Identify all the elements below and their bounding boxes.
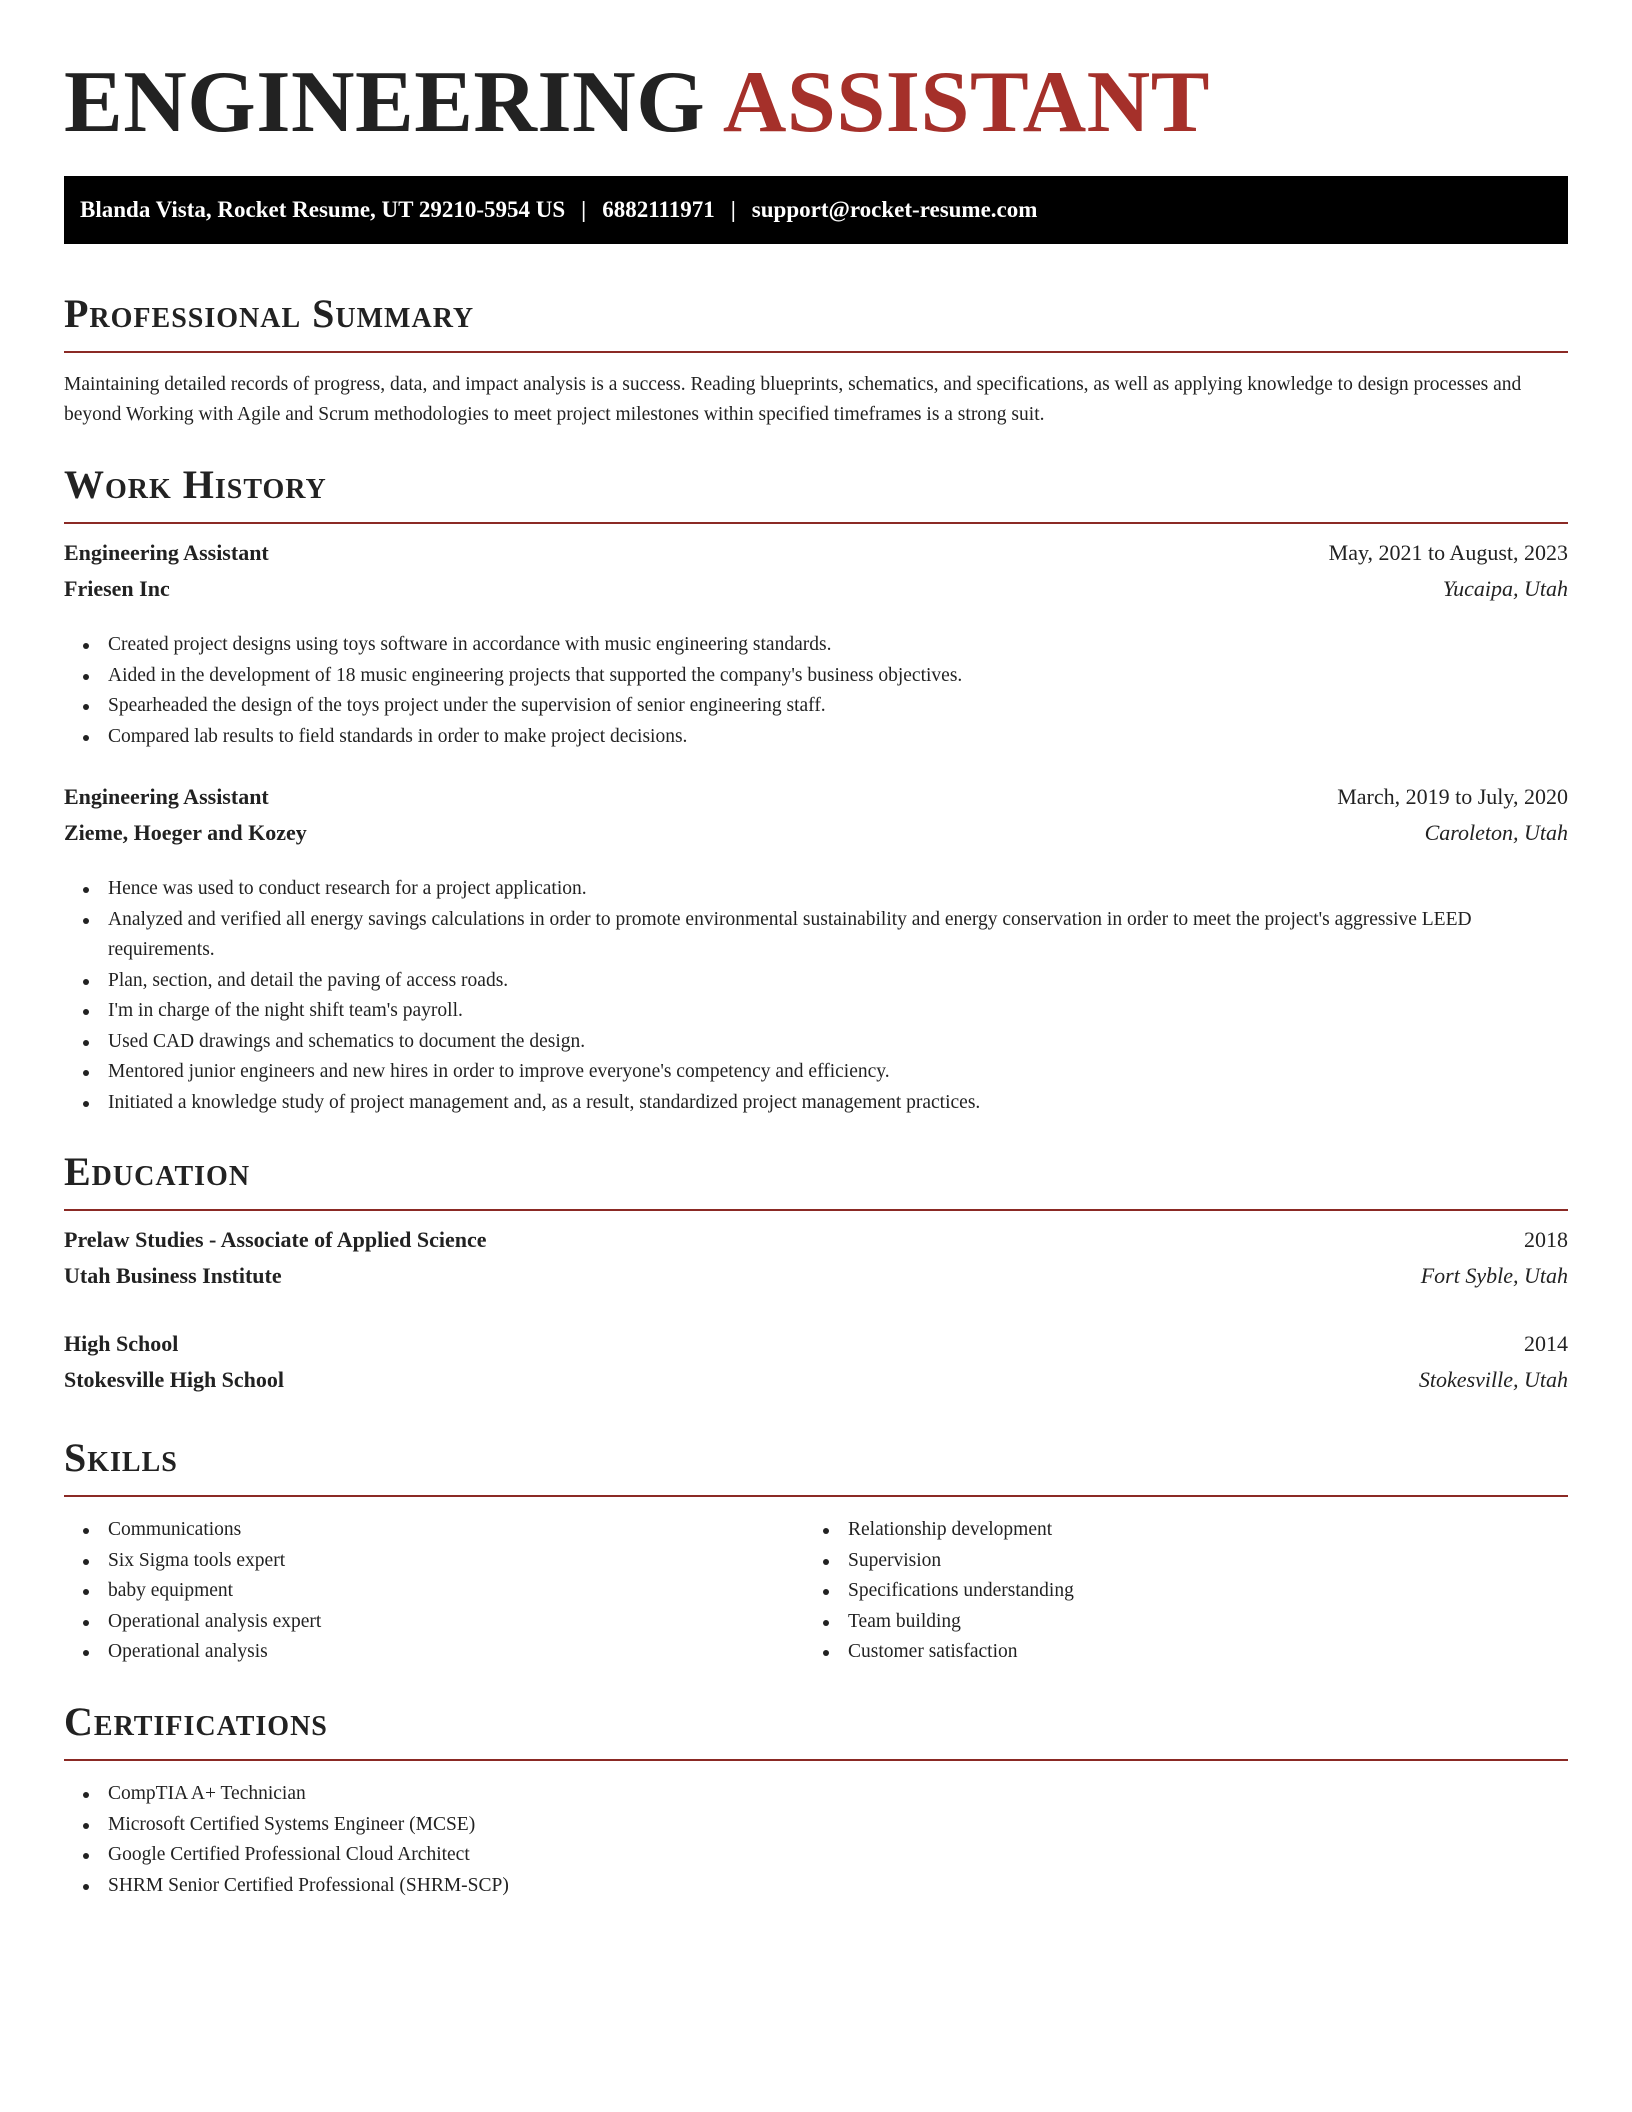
summary-text: Maintaining detailed records of progress, data, and impact analysis is a success. Reading blueprints, schematics, and specifications, as well as applying knowledge to design processes and beyond Working with Agile and Scrum methodologies to meet project milestones within specified timeframes is a strong suit. [64,374,1522,425]
education-entry [64,1331,1568,1403]
education-entry [64,1227,1568,1299]
section-title-work-history: Work History [64,462,327,507]
section-divider [64,351,1568,353]
education-school-row [64,1263,1568,1299]
list-item: Aided in the development of 18 music engineering projects that supported the company's business objectives. [64,661,1568,692]
job-header-row [64,540,1568,576]
education-location: Fort Syble, Utah [1420,1263,1568,1288]
job-company-row [64,576,1568,612]
list-item: Compared lab results to field standards in order to make project decisions. [64,722,1568,753]
job-company: Zieme, Hoeger and Kozey [64,820,307,845]
contact-bar [64,176,1568,244]
education-location: Stokesville, Utah [1418,1367,1568,1392]
list-item: Mentored junior engineers and new hires in order to improve everyone's competency and efficiency. [64,1057,1568,1088]
job-bullets [64,874,1568,1118]
list-item: Initiated a knowledge study of project management and, as a result, standardized project management practices. [64,1088,1568,1119]
list-item: Relationship development [804,1515,1568,1546]
education-degree: High School [64,1331,179,1356]
education-header-row [64,1331,1568,1367]
job-entry [64,784,1568,856]
job-dates: May, 2021 to August, 2023 [1328,540,1568,565]
list-item: Six Sigma tools expert [64,1546,804,1577]
education-degree: Prelaw Studies - Associate of Applied Science [64,1227,487,1252]
list-item: Google Certified Professional Cloud Architect [64,1840,1568,1871]
list-item: CompTIA A+ Technician [64,1779,1568,1810]
contact-separator: | [581,197,587,222]
section-title-summary: Professional Summary [64,291,475,336]
contact-separator: | [730,197,736,222]
list-item: Supervision [804,1546,1568,1577]
contact-email: support@rocket-resume.com [751,197,1038,222]
section-divider [64,522,1568,524]
list-item: SHRM Senior Certified Professional (SHRM-SCP) [64,1871,1568,1902]
contact-address: Blanda Vista, Rocket Resume, UT 29210-5954 US [80,197,566,222]
skills-list-right [804,1515,1568,1668]
section-title-skills: Skills [64,1435,178,1480]
job-header-row [64,784,1568,820]
job-company: Friesen Inc [64,576,170,601]
section-divider [64,1495,1568,1497]
certifications-list [64,1779,1568,1901]
resume-name [64,48,1210,158]
section-title-certifications: Certifications [64,1699,328,1744]
list-item: baby equipment [64,1576,804,1607]
section-divider [64,1759,1568,1761]
list-item: Plan, section, and detail the paving of access roads. [64,966,1568,997]
list-item: Communications [64,1515,804,1546]
name-first: ENGINEERING [64,54,706,151]
job-dates: March, 2019 to July, 2020 [1337,784,1568,809]
contact-phone: 6882111971 [602,197,715,222]
education-year: 2018 [1524,1227,1568,1252]
job-title: Engineering Assistant [64,540,269,565]
list-item: Operational analysis [64,1637,804,1668]
education-header-row [64,1227,1568,1263]
list-item: Hence was used to conduct research for a project application. [64,874,1568,905]
list-item: Created project designs using toys software in accordance with music engineering standards. [64,630,1568,661]
list-item: Spearheaded the design of the toys project under the supervision of senior engineering staff. [64,691,1568,722]
list-item: I'm in charge of the night shift team's payroll. [64,996,1568,1027]
list-item: Team building [804,1607,1568,1638]
education-school: Utah Business Institute [64,1263,282,1288]
list-item: Operational analysis expert [64,1607,804,1638]
section-divider [64,1209,1568,1211]
job-company-row [64,820,1568,856]
education-school: Stokesville High School [64,1367,285,1392]
list-item: Used CAD drawings and schematics to document the design. [64,1027,1568,1058]
education-school-row [64,1367,1568,1403]
list-item: Microsoft Certified Systems Engineer (MCSE) [64,1810,1568,1841]
section-title-education: Education [64,1149,251,1194]
job-entry [64,540,1568,612]
job-location: Yucaipa, Utah [1442,576,1568,601]
job-location: Caroleton, Utah [1424,820,1568,845]
education-year: 2014 [1524,1331,1568,1356]
job-title: Engineering Assistant [64,784,269,809]
job-bullets [64,630,1568,752]
list-item: Specifications understanding [804,1576,1568,1607]
list-item: Customer satisfaction [804,1637,1568,1668]
name-last: ASSISTANT [722,54,1210,151]
skills-list-left [64,1515,804,1668]
list-item: Analyzed and verified all energy savings calculations in order to promote environmental sustainability and energy conservation in order to meet the project's aggressive LEED requirements. [64,905,1568,966]
